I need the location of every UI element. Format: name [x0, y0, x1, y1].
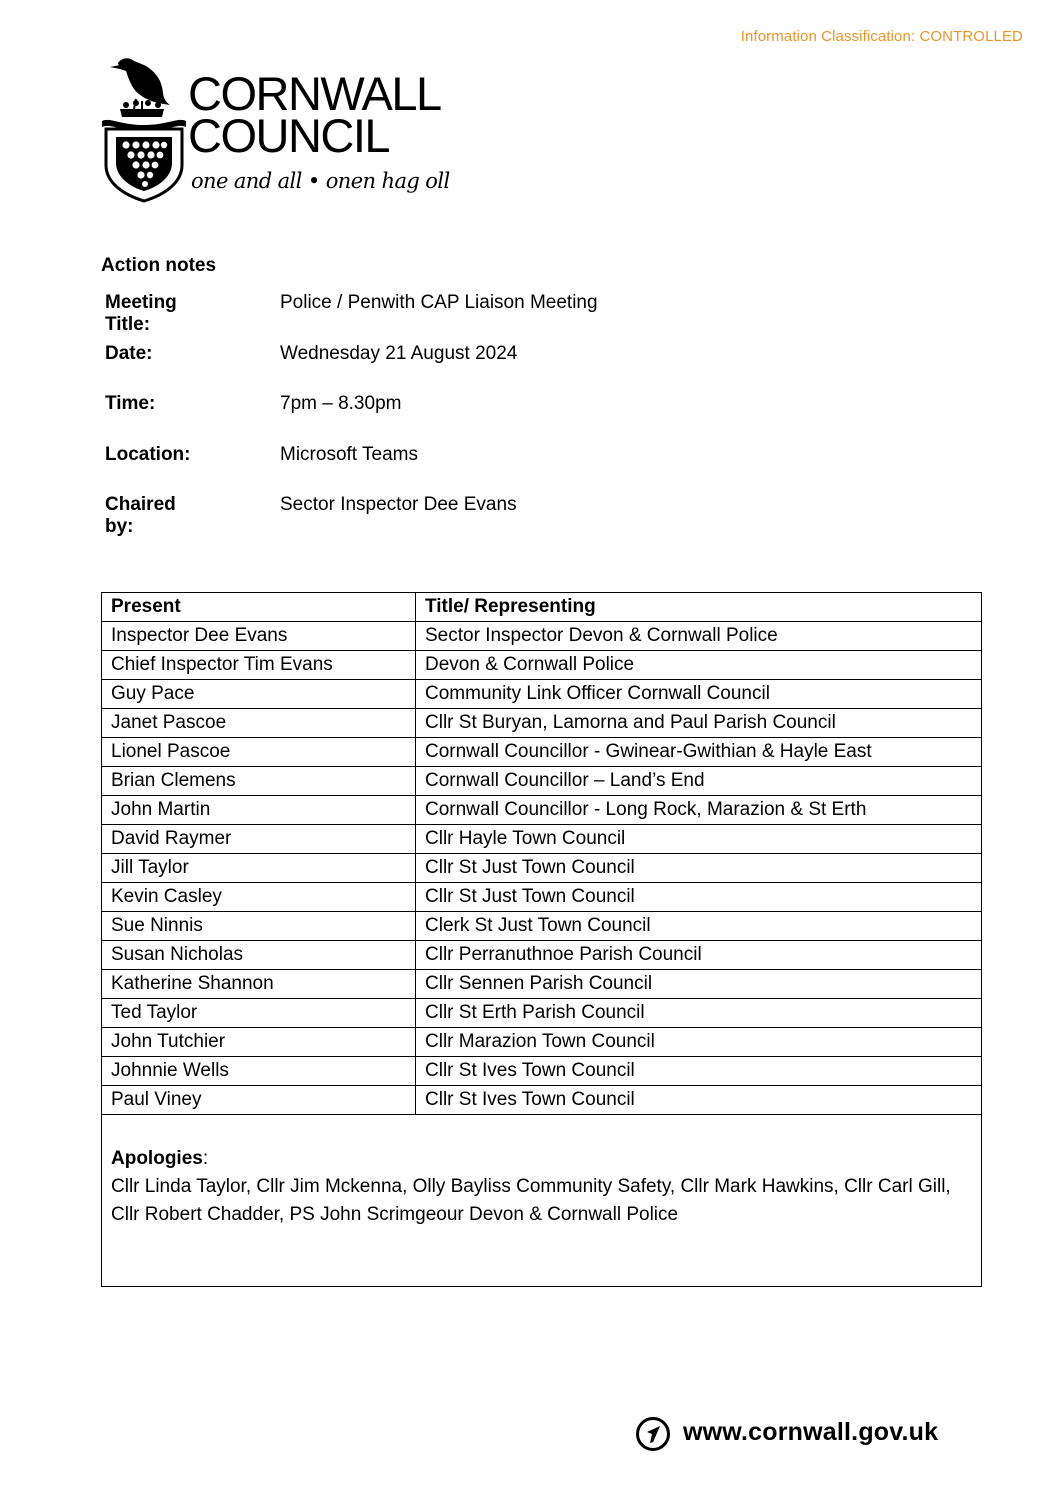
website-link[interactable]: www.cornwall.gov.uk	[683, 1418, 939, 1446]
meta-label: Time:	[105, 393, 156, 414]
attendee-representing: Cornwall Councillor - Gwinear-Gwithian & Hayle East	[416, 738, 982, 767]
document-heading: Action notes	[101, 255, 217, 276]
attendee-name: Inspector Dee Evans	[102, 622, 416, 651]
attendee-name: Jill Taylor	[102, 854, 416, 883]
org-name-line1: CORNWALL	[188, 67, 441, 120]
meta-label: Location:	[105, 443, 191, 465]
attendee-name: Chief Inspector Tim Evans	[102, 651, 416, 680]
table-row	[102, 738, 982, 767]
attendee-representing: Cllr Hayle Town Council	[416, 825, 982, 854]
attendee-name: David Raymer	[102, 825, 416, 854]
attendee-representing: Cllr Perranuthnoe Parish Council	[416, 941, 982, 970]
apologies-colon: :	[202, 1148, 209, 1169]
attendee-name: Ted Taylor	[102, 999, 416, 1028]
attendee-representing: Cornwall Councillor – Land’s End	[416, 767, 982, 796]
table-row	[102, 883, 982, 912]
column-header-present: Present	[102, 593, 416, 622]
table-row	[102, 941, 982, 970]
apologies-heading: Apologies	[111, 1148, 203, 1169]
crest-icon	[100, 55, 190, 205]
attendee-name: Kevin Casley	[102, 883, 416, 912]
meta-value: 7pm – 8.30pm	[280, 393, 402, 414]
attendee-representing: Cllr St Ives Town Council	[416, 1057, 982, 1086]
table-row	[102, 680, 982, 709]
attendee-representing: Cllr St Erth Parish Council	[416, 999, 982, 1028]
meta-label: Chaired by:	[105, 494, 176, 537]
table-row	[102, 912, 982, 941]
arrow-circle-icon	[635, 1416, 671, 1452]
attendee-name: Guy Pace	[102, 680, 416, 709]
org-name-line2: COUNCIL	[188, 109, 390, 162]
table-row	[102, 1057, 982, 1086]
table-row	[102, 709, 982, 738]
meta-value: Wednesday 21 August 2024	[280, 342, 518, 364]
attendees-table	[101, 592, 982, 1287]
meta-value: Microsoft Teams	[280, 443, 418, 465]
apologies-text: Cllr Linda Taylor, Cllr Jim Mckenna, Olly Bayliss Community Safety, Cllr Mark Hawkins, Cllr Carl Gill, Cllr Robert Chadder, PS John Scrimgeour Devon & Cornwall Police	[111, 1176, 951, 1225]
attendee-representing: Cornwall Councillor - Long Rock, Marazion & St Erth	[416, 796, 982, 825]
table-row	[102, 651, 982, 680]
table-row	[102, 796, 982, 825]
attendee-name: Paul Viney	[102, 1086, 416, 1115]
cornwall-council-logo	[100, 55, 480, 205]
attendee-name: Katherine Shannon	[102, 970, 416, 999]
table-row	[102, 970, 982, 999]
attendee-representing: Cllr St Ives Town Council	[416, 1086, 982, 1115]
table-header-row	[102, 593, 982, 622]
apologies-cell	[102, 1115, 982, 1287]
attendee-rows	[102, 622, 982, 1115]
table-row	[102, 767, 982, 796]
attendee-representing: Clerk St Just Town Council	[416, 912, 982, 941]
attendee-representing: Cllr St Just Town Council	[416, 883, 982, 912]
attendee-representing: Devon & Cornwall Police	[416, 651, 982, 680]
table-row	[102, 622, 982, 651]
attendee-name: Janet Pascoe	[102, 709, 416, 738]
attendee-name: John Tutchier	[102, 1028, 416, 1057]
attendee-representing: Cllr Marazion Town Council	[416, 1028, 982, 1057]
meta-label: Meeting Title:	[105, 292, 177, 335]
meta-label: Date:	[105, 342, 153, 364]
org-name	[188, 67, 441, 162]
table-row	[102, 1086, 982, 1115]
classification-label: Information Classification: CONTROLLED	[740, 28, 1023, 45]
attendee-name: Sue Ninnis	[102, 912, 416, 941]
table-row	[102, 1028, 982, 1057]
attendee-name: Lionel Pascoe	[102, 738, 416, 767]
table-row	[102, 854, 982, 883]
column-header-representing: Title/ Representing	[416, 593, 982, 622]
attendee-representing: Cllr Sennen Parish Council	[416, 970, 982, 999]
org-tagline: one and all • onen hag oll	[191, 169, 450, 193]
attendee-representing: Sector Inspector Devon & Cornwall Police	[416, 622, 982, 651]
apologies-row	[102, 1115, 982, 1287]
table-row	[102, 999, 982, 1028]
attendee-name: Brian Clemens	[102, 767, 416, 796]
attendee-representing: Community Link Officer Cornwall Council	[416, 680, 982, 709]
attendee-representing: Cllr St Buryan, Lamorna and Paul Parish Council	[416, 709, 982, 738]
table-row	[102, 825, 982, 854]
attendee-name: Johnnie Wells	[102, 1057, 416, 1086]
attendee-name: Susan Nicholas	[102, 941, 416, 970]
attendee-name: John Martin	[102, 796, 416, 825]
meta-value: Police / Penwith CAP Liaison Meeting	[280, 292, 598, 313]
meta-value: Sector Inspector Dee Evans	[280, 494, 517, 515]
attendee-representing: Cllr St Just Town Council	[416, 854, 982, 883]
